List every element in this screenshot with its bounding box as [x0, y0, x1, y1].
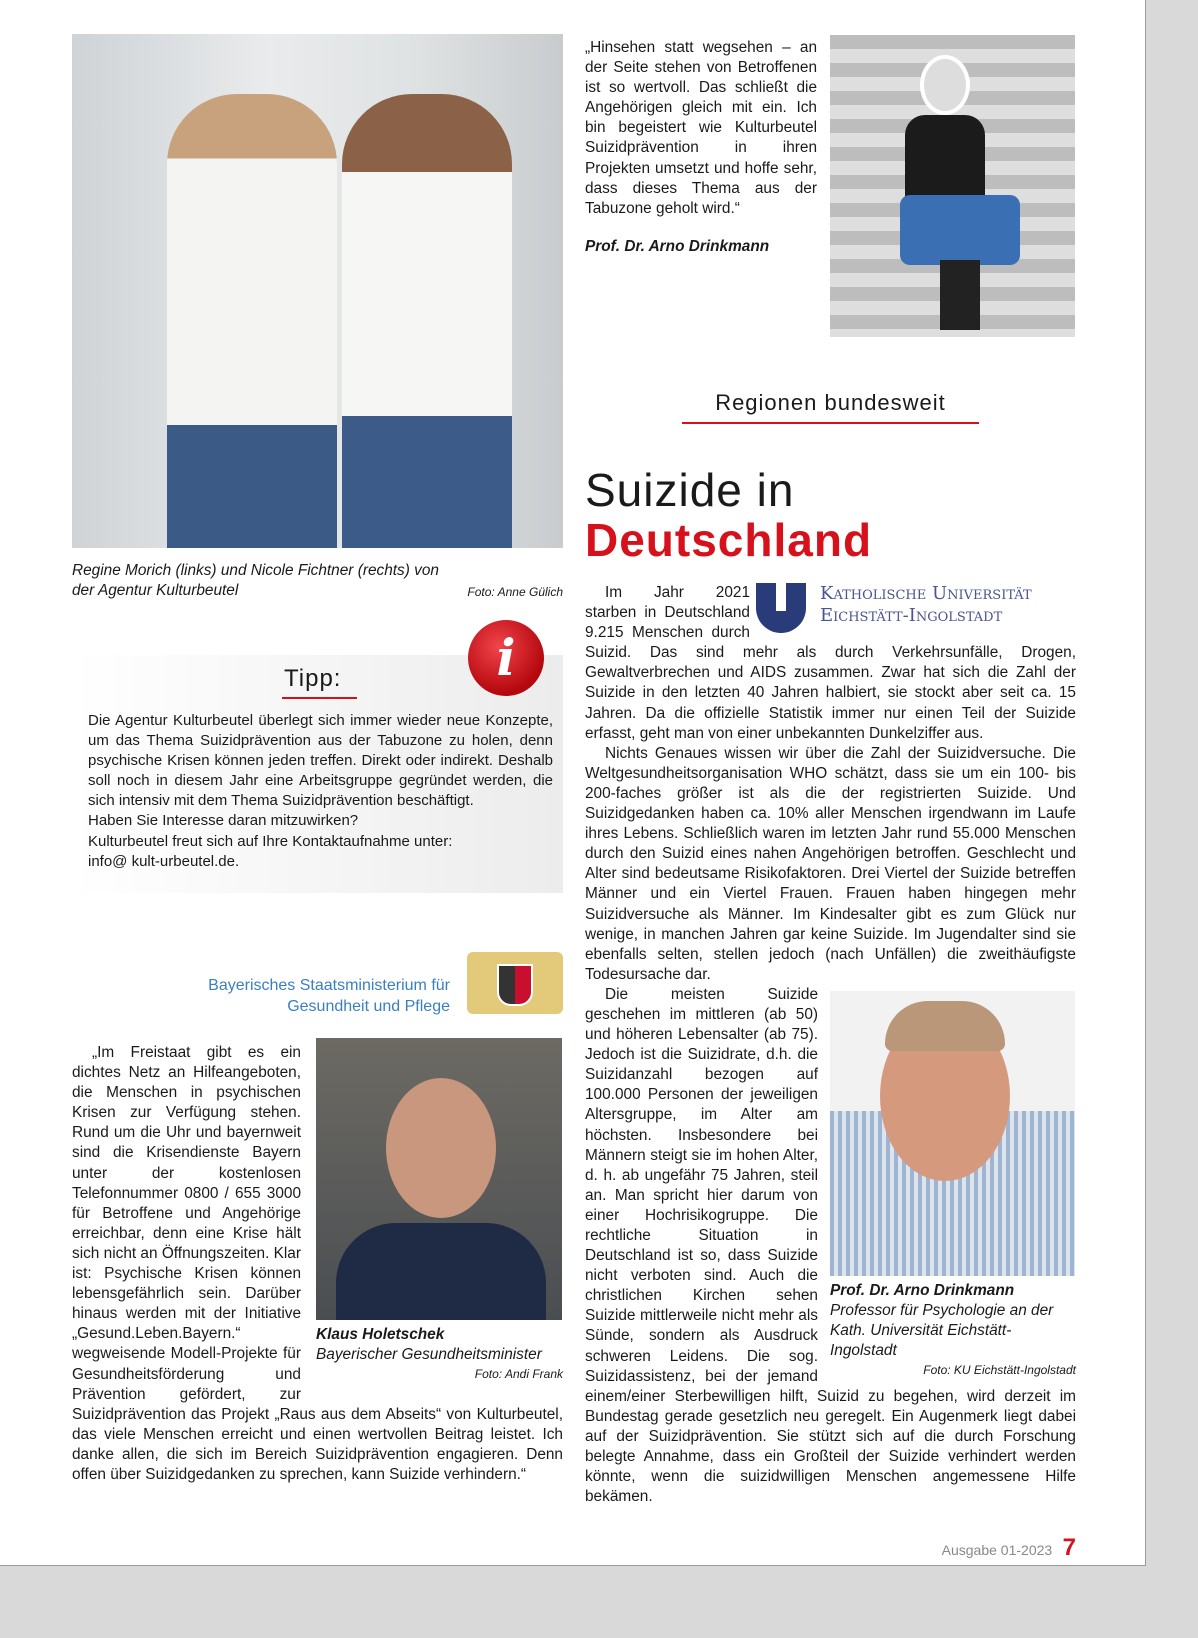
ku-logo-line2: Eichstätt-Ingolstadt: [820, 605, 1003, 626]
headline-line2: Deutschland: [585, 514, 873, 566]
ku-logo-mark-icon: [756, 583, 806, 633]
greta-name: Prof. Dr. Arno Drinkmann: [585, 237, 770, 255]
tipp-title: Tipp:: [284, 665, 342, 692]
tipp-email-link[interactable]: info@ kult-urbeutel.de.: [88, 852, 240, 870]
tipp-question: Haben Sie Interesse daran mitzuwirken?: [88, 812, 359, 830]
ku-logo: [756, 583, 1076, 643]
section-underline: [682, 422, 979, 424]
minister-quote: „Im Freistaat gibt es ein dichtes Netz an Hilfeangeboten, die Menschen in psychischen Krisen zur Verfügung stehen. Rund um die Uhr und bayernweit sind die Krisendienste Bayern unter der kostenlosen Telefonnummer 0800 / 655 3000 für Betroffene und Angehörige erreichbar, denn eine Krise hält sich nicht an Öffnungszeiten. Klar ist: Psychische Krisen können lebensgefährlich sein. Darüber hinaus werden mit der Initiative „Gesund.Leben.Bayern.“ wegweisende Modell-Projekte für Gesundheitsförderung und Prävention gefördert, zur Suizidprävention das Projekt „Raus aus dem Abseits“ von Kulturbeutel, das viele Menschen erreicht und einen wertvollen Beitrag leistet. Ich danke allen, die sich im Bereich Suizidprävention engagieren. Denn offen über Suizidgedanken zu sprechen, kann Suizide verhindern.“: [72, 1044, 563, 1483]
issue-label: Ausgabe 01-2023: [941, 1542, 1053, 1558]
holetschek-name: Klaus Holetschek: [316, 1326, 445, 1343]
greta-quote: „Hinsehen statt wegsehen – an der Seite stehen von Betroffenen ist so wertvoll. Das schließt die Angehörigen gleich mit ein. Ich bin begeistert wie Kulturbeutel Suizidprävention in ihren Projekten umsetzt und hoffe sehr, dass dieses Thema aus der Tabuzone geholt wird.“: [585, 39, 817, 217]
photo-arno-drinkmann: [830, 991, 1075, 1276]
article-paragraph-2: Nichts Genaues wissen wir über die Zahl der Suizidversuche. Die Weltgesundheitsorganisation WHO schätzt, dass sie um ein 100- bis 200-faches größer ist als die der registrierten Suizide. Und Suizidgedanken haben ca. 10% aller Menschen irgendwann im Laufe ihres Lebens. Schließlich waren im letzten Jahr rund 55.000 Menschen durch den Suizid eines nahen Angehörigen betroffen. Geschlecht und Alter sind bedeutsame Risikofaktoren. Drei Viertel der Suizide betreffen Männer und ein Viertel Frauen. Frauen haben hingegen mehr Suizidversuche als Männer. Im Kindesalter gibt es zum Glück nur wenige, in manchen Jahren gar keine Suizide. Im Jugendalter sind sie ebenfalls selten, stellen jedoch (nach Unfällen) die zweithäufigste Todesursache dar.: [585, 744, 1076, 983]
article-paragraph-3: Die meisten Suizide geschehen im mittleren (ab 50) und höheren Lebensalter (ab 75). Jedoch ist die Suizidrate, d.h. die Suizidanzahl bezogen auf 100.000 Personen der jeweiligen Altersgruppe, im Alter am höchsten. Insbesondere bei Männern steigt sie im hohen Alter, d. h. ab ungefähr 75 Jahren, steil an. Man spricht hier darum von einer Hochrisikogruppe. Die rechtliche Situation in Deutschland ist so, dass Suizide nicht verboten sind. Auch die christlichen Kirchen sehen Suizide mittlerweile nicht mehr als Sünde, sondern als Ausdruck schweren Leidens. Die sog. Suizidassistenz, bei der jemand einem/einer Sterbewilligen hilft, Suizid zu begehen, wird derzeit im Bundestag gerade gesetzlich neu geregelt. Ein Augenmerk liegt dabei auf der Suizidprävention. Sie stützt sich auf die durch Forschung belegte Annahme, dass ein Großteil der Suizide verhindert werden könnte, wenn die suizidwilligen Menschen angemessene Hilfe bekämen.: [585, 985, 1076, 1506]
page-number: 7: [1062, 1534, 1076, 1561]
holetschek-credit: Foto: Andi Frank: [474, 1367, 563, 1381]
photo-klaus-holetschek: [316, 1038, 562, 1320]
drinkmann-credit: Foto: KU Eichstätt-Ingolstadt: [923, 1362, 1076, 1377]
holetschek-role: Bayerischer Gesundheitsminister: [316, 1346, 542, 1363]
ministry-logo-line1: Bayerisches Staatsministerium für: [208, 977, 450, 994]
drinkmann-name: Prof. Dr. Arno Drinkmann: [830, 1281, 1015, 1299]
tipp-body: Die Agentur Kulturbeutel überlegt sich immer wieder neue Konzepte, um das Thema Suizidprävention aus der Tabuzone zu holen, denn psychische Krisen können jeden treffen. Direkt oder indirekt. Deshalb soll noch in diesem Jahr eine Arbeitsgruppe gegründet werden, die sich intensiv mit dem Thema Suizidprävention beschäftigt.: [88, 712, 553, 810]
bavarian-coat-of-arms-icon: [467, 952, 563, 1014]
photo-greta-silver: [830, 35, 1075, 337]
drinkmann-role: Professor für Psychologie an der Kath. Universität Eichstätt-Ingolstadt: [830, 1301, 1054, 1359]
article-paragraph-1: Im Jahr 2021 starben in Deutschland 9.215 Menschen durch Suizid. Das sind mehr als durch Verkehrsunfälle, Drogen, Gewaltverbrechen und AIDS zusammen. Zwar hat sich die Zahl der Suizide in den letzten 40 Jahren halbiert, sie stockt aber seit ca. 15 Jahren. Da die offizielle Statistik immer nur einen Teil der Suizide erfasst, geht man von einer unbekannten Dunkelziffer aus.: [585, 584, 1076, 742]
photo1-caption: Regine Morich (links) und Nicole Fichtner (rechts) von der Agentur Kulturbeutel: [72, 562, 439, 599]
photo1-credit: Foto: Anne Gülich: [467, 585, 563, 599]
headline-line1: Suizide in: [585, 464, 795, 516]
ministry-logo-line2: Gesundheit und Pflege: [287, 998, 450, 1015]
section-title: Regionen bundesweit: [715, 390, 946, 415]
tipp-contact-text: Kulturbeutel freut sich auf Ihre Kontaktaufnahme unter:: [88, 832, 453, 850]
photo-kulturbeutel-team: [72, 34, 563, 548]
info-icon: i: [468, 620, 544, 696]
ku-logo-line1: Katholische Universität: [820, 583, 1032, 604]
